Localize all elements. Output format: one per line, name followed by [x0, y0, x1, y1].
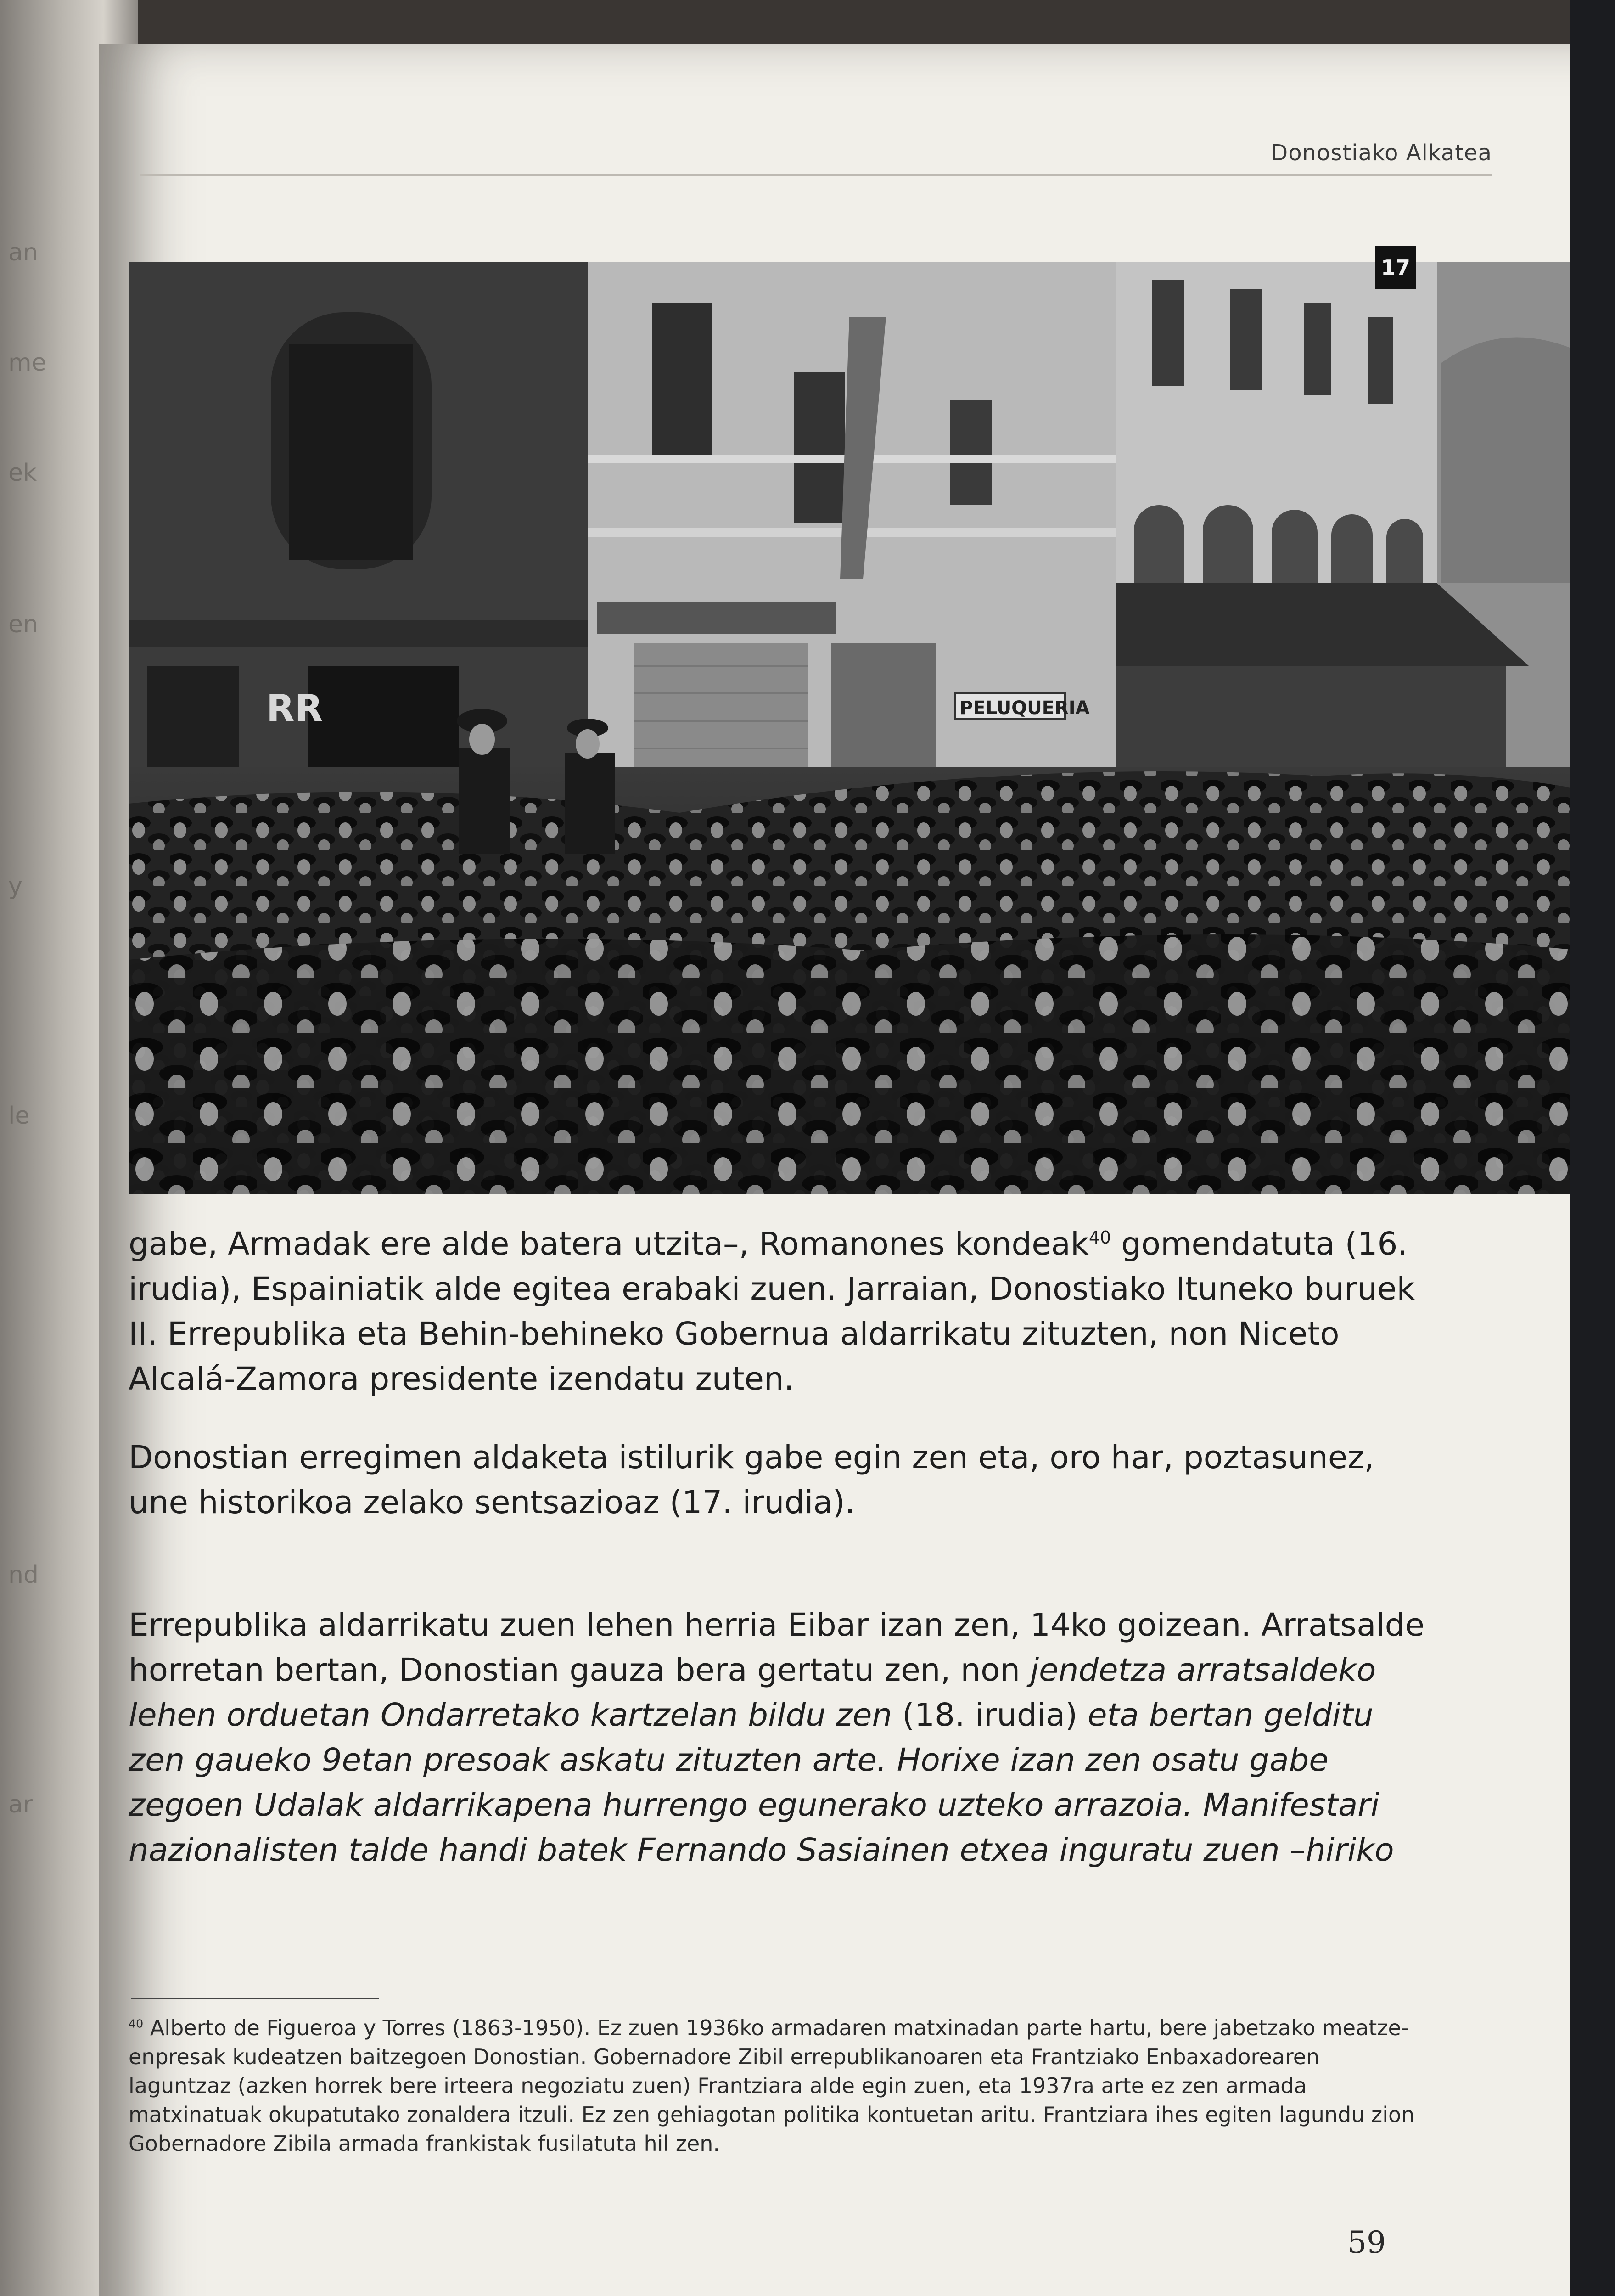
book-page	[99, 44, 1581, 2296]
paragraph-1	[129, 1221, 1428, 1401]
paragraph-3-text-a: Errepublika aldarrikatu zuen lehen herria Eibar izan zen, 14ko goizean. Arratsalde horretan bertan, Donostian gauza bera gertatu zen, non	[129, 1607, 1424, 1688]
paragraph-2	[129, 1435, 1428, 1525]
paragraph-3-text-b: (18. irudia)	[892, 1697, 1088, 1733]
paragraph-3	[129, 1603, 1428, 1873]
paragraph-2-text: Donostian erregimen aldaketa istilurik gabe egin zen eta, oro har, poztasunez, une historikoa zelako sentsazioaz (17. irudia).	[129, 1439, 1374, 1521]
shop-sign-rr: RR	[266, 687, 323, 730]
background-edge	[1570, 0, 1615, 2296]
shop-sign-peluqueria: PELUQUERIA	[959, 698, 1090, 719]
adjacent-page-fragment: ek	[8, 459, 37, 487]
adjacent-page-fragment: me	[8, 349, 46, 377]
adjacent-page-fragment: le	[8, 1102, 30, 1130]
adjacent-page-fragment: en	[8, 611, 38, 638]
paragraph-3-italic-2: eta bertan gelditu zen gaueko 9etan presoak askatu zituzten arte. Horixe izan zen osatu gabe zegoen Udalak aldarrikapena hurrengo egunerako uzteko arrazoia. Manifestari nazionalisten talde handi batek Fernando Sasiainen etxea inguratu zuen –hiriko	[129, 1697, 1394, 1868]
adjacent-page-fragment: nd	[8, 1561, 39, 1589]
figure-photograph	[129, 262, 1584, 1194]
footnote-text: Alberto de Figueroa y Torres (1863-1950). Ez zuen 1936ko armadaren matxinadan parte hartu, bere jabetzako meatze-enpresak kudeatzen baitzegoen Donostian. Gobernadore Zibil errepublikanoaren eta Frantziako Enbaxadorearen laguntzaz (azken horrek bere irteera negoziatu zuen) Frantziara alde egin zuen, eta 1937ra arte ez zen armada matxinatuak okupatutako zonaldera itzuli. Ez zen gehiagotan politika kontuetan aritu. Frantziara ihes egiten lagundu zion Gobernadore Zibila armada frankistak fusilatuta hil zen.	[129, 2015, 1415, 2156]
figure-number-badge: 17	[1375, 246, 1416, 289]
paragraph-1-text-b: gomendatuta (16. irudia), Espainiatik alde egitea erabaki zuen. Jarraian, Donostiako Ituneko buruek II. Errepublika eta Behin-behineko Gobernua aldarrikatu zituzten, non Niceto Alcalá-Zamora presidente izendatu zuten.	[129, 1226, 1415, 1397]
adjacent-page-fragment: ar	[8, 1791, 33, 1818]
adjacent-page-fragment: an	[8, 239, 38, 266]
header-rule	[140, 174, 1492, 176]
page-number: 59	[1347, 2225, 1386, 2260]
paragraph-3-italic-1: jendetza arratsaldeko lehen orduetan Ondarretako kartzelan bildu zen	[129, 1652, 1376, 1733]
footnote-rule	[131, 1998, 379, 1999]
footnote-marker: 40	[129, 2017, 144, 2031]
adjacent-page-fragment: y	[8, 872, 22, 900]
paragraph-1-text-a: gabe, Armadak ere alde batera utzita–, Romanones kondeak	[129, 1226, 1089, 1262]
footnote-reference: 40	[1088, 1227, 1111, 1248]
running-head: Donostiako Alkatea	[1271, 140, 1492, 166]
footnote	[129, 2014, 1428, 2158]
